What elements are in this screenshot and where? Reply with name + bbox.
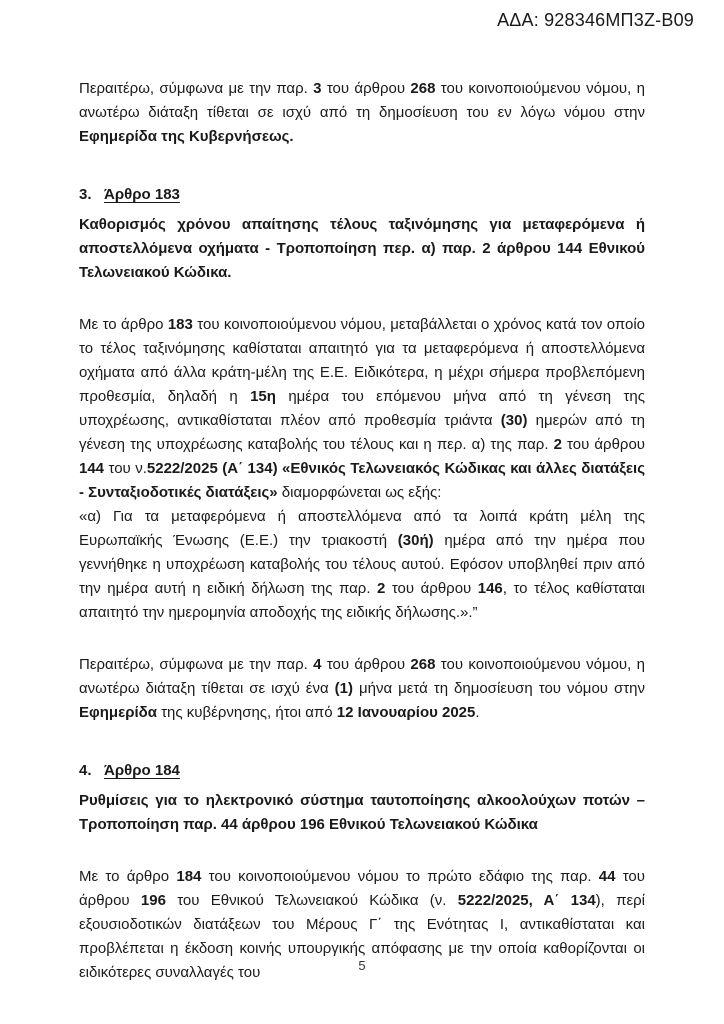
text-run: της κυβέρνησης, ήτοι από <box>156 704 337 721</box>
text-run: 268 <box>410 80 436 97</box>
text-run: Με το άρθρο <box>79 316 168 333</box>
text-run: Άρθρο 183 <box>104 186 180 203</box>
text-run: 3. <box>79 186 105 203</box>
text-run: 15η <box>250 388 276 405</box>
text-run: του κοινοποιούμενου νόμου, μεταβάλλεται ο χρόνος κατά τον οποίο το τέλος ταξινόμησης καθίσταται απαιτητό για τα μεταφερόμενα ή αποστελλόμενα οχήματα από άλλα κράτη-μέλη της Ε.Ε. Ειδικότερα, η μέχρι σήμερα προβλεπόμενη προθεσμία, δηλαδή η <box>79 316 645 405</box>
text-run: του κοινοποιούμενου νόμου, η ανωτέρω διάταξη τίθεται σε ισχύ από τη δημοσίευση του εν λόγω νόμου στην <box>79 80 645 121</box>
text-run: Ρυθμίσεις για το ηλεκτρονικό σύστημα ταυτοποίησης αλκοολούχων ποτών – Τροποποίηση παρ. 44 άρθρου 196 Εθνικού Τελωνειακού Κώδικα <box>79 792 645 833</box>
text-run: (1) <box>334 680 353 697</box>
document-body <box>79 77 645 985</box>
text-run: 184 <box>176 868 202 885</box>
ada-reference-code: ΑΔΑ: 928346ΜΠ3Ζ-Β09 <box>497 10 694 30</box>
text-run: Περαιτέρω, σύμφωνα με την παρ. <box>79 80 314 97</box>
text-run: του άρθρου <box>561 436 646 453</box>
text-run: . <box>475 704 480 721</box>
text-run: Εφημερίδα της Κυβερνήσεως. <box>79 128 294 145</box>
text-run: , το τέλος καθίσταται απαιτητό την ημερομηνία αποδοχής της ειδικής δήλωσης.».” <box>79 580 645 621</box>
text-run: 2 <box>553 436 562 453</box>
section-heading <box>79 759 645 783</box>
text-run: 4 <box>313 656 322 673</box>
text-run: μήνα μετά τη δημοσίευση του νόμου στην <box>352 680 645 697</box>
text-run: Με το άρθρο <box>79 868 177 885</box>
text-run: 5222/2025 (Α΄ 134) <box>146 460 278 477</box>
body-paragraph <box>79 313 645 505</box>
text-run: Εφημερίδα <box>79 704 157 721</box>
text-run: (30ή) <box>397 532 434 549</box>
text-run: 268 <box>410 656 436 673</box>
text-run: 12 Ιανουαρίου 2025 <box>336 704 476 721</box>
text-run: ημέρα του επόμενου μήνα από τη γένεση της υποχρέωσης, αντικαθίσταται πλέον από προθεσμία τριάντα <box>79 388 645 429</box>
body-paragraph <box>79 77 645 149</box>
text-run: 196 <box>140 892 166 909</box>
text-run: ), περί εξουσιοδοτικών διατάξεων του Μέρους Γ΄ της Ενότητας Ι, αντικαθίσταται και προβλέπεται η έκδοση κοινής υπουργικής απόφασης με την οποία καθορίζονται οι ειδικότερες συναλλαγές του <box>79 892 645 981</box>
text-run: Περαιτέρω, σύμφωνα με την παρ. <box>79 656 314 673</box>
text-run: του άρθρου <box>321 80 411 97</box>
text-run: 5222/2025, Α΄ 134 <box>457 892 596 909</box>
text-run: «α) Για τα μεταφερόμενα ή αποστελλόμενα από τα λοιπά κράτη μέλη της Ευρωπαϊκής Ένωσης (Ε.Ε.) την τριακοστή <box>79 508 645 549</box>
body-paragraph <box>79 653 645 725</box>
section-subtitle <box>79 789 645 837</box>
text-run: του άρθρου <box>385 580 478 597</box>
text-run: του Εθνικού Τελωνειακού Κώδικα (ν. <box>165 892 458 909</box>
quote-paragraph <box>79 505 645 625</box>
text-run: 2 <box>377 580 386 597</box>
text-run: 146 <box>477 580 503 597</box>
text-run: Άρθρο 184 <box>104 762 180 779</box>
section-heading <box>79 183 645 207</box>
page-number: 5 <box>358 958 366 973</box>
text-run: ημερών από τη γένεση της υποχρέωσης καταβολής του τέλους και η περ. α) της παρ. <box>79 412 645 453</box>
text-run: 144 <box>79 460 105 477</box>
text-run: του ν. <box>104 460 147 477</box>
text-run: 44 <box>598 868 616 885</box>
text-run: του κοινοποιούμενου νόμου το πρώτο εδάφιο της παρ. <box>201 868 599 885</box>
text-run: Καθορισμός χρόνου απαίτησης τέλους ταξινόμησης για μεταφερόμενα ή αποστελλόμενα οχήματα - Τροποποίηση περ. α) παρ. 2 άρθρου 144 Εθνικού Τελωνειακού Κώδικα. <box>79 216 645 281</box>
text-run: διαμορφώνεται ως εξής: <box>277 484 442 501</box>
text-run: 3 <box>313 80 322 97</box>
text-run: 183 <box>167 316 193 333</box>
text-run: (30) <box>500 412 528 429</box>
section-subtitle <box>79 213 645 285</box>
text-run: «Εθνικός Τελωνειακός Κώδικας και άλλες διατάξεις - Συνταξιοδοτικές διατάξεις» <box>79 460 645 501</box>
text-run: ημέρα από την ημέρα που γεννήθηκε η υποχρέωση καταβολής του τέλους αυτού. Εφόσον υποβληθεί πριν από την ημέρα αυτή η ειδική δήλωση της παρ. <box>79 532 645 597</box>
text-run: του άρθρου <box>321 656 411 673</box>
text-run: του άρθρου <box>79 868 645 909</box>
text-run: 4. <box>79 762 105 779</box>
text-run: του κοινοποιούμενου νόμου, η ανωτέρω διάταξη τίθεται σε ισχύ ένα <box>79 656 645 697</box>
